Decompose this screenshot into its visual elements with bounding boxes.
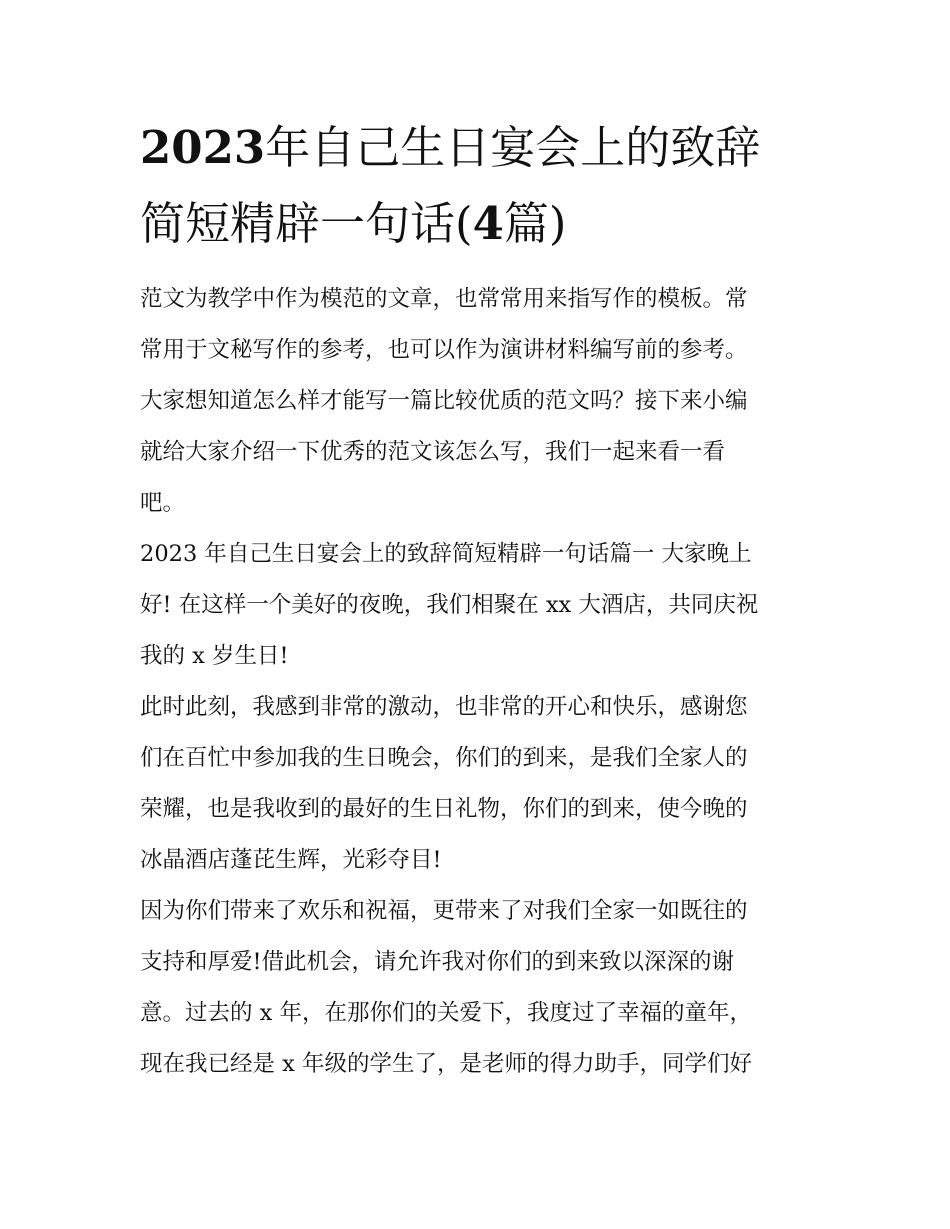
body-line: 支持和厚爱!借此机会，请允许我对你们的到来致以深深的谢	[140, 949, 735, 975]
body-line: 们在百忙中参加我的生日晚会，你们的到来，是我们全家人的	[140, 745, 748, 771]
body-line: 我的 x 岁生日!	[140, 643, 289, 669]
document-title	[140, 110, 815, 262]
body-line: 荣耀，也是我收到的最好的生日礼物，你们的到来，使今晚的	[140, 796, 748, 822]
body-line: 就给大家介绍一下优秀的范文该怎么写，我们一起来看一看	[140, 439, 726, 465]
body-line: 冰晶酒店蓬芘生辉，光彩夺目!	[140, 847, 442, 873]
body-line: 好! 在这样一个美好的夜晚，我们相聚在 xx 大酒店，共同庆祝	[140, 592, 759, 618]
body-line: 2023 年自己生日宴会上的致辞简短精辟一句话篇一 大家晚上	[140, 541, 752, 567]
title-year: 2023	[140, 121, 266, 174]
body-line: 常用于文秘写作的参考，也可以作为演讲材料编写前的参考。	[140, 337, 748, 363]
body-line: 大家想知道怎么样才能写一篇比较优质的范文吗？接下来小编	[140, 388, 748, 414]
body-line: 现在我已经是 x 年级的学生了，是老师的得力助手，同学们好	[140, 1051, 752, 1077]
body-line: 此时此刻，我感到非常的激动，也非常的开心和快乐，感谢您	[140, 694, 748, 720]
body-line: 吧。	[140, 490, 186, 516]
title-line-1-text: 年自己生日宴会上的致辞	[265, 121, 761, 174]
body-line: 因为你们带来了欢乐和祝福，更带来了对我们全家一如既往的	[140, 898, 748, 924]
body-line: 意。过去的 x 年，在那你们的关爱下，我度过了幸福的童年，	[140, 1000, 752, 1026]
title-line-2-pre: 简短精辟一句话(	[140, 197, 473, 250]
document-content	[140, 110, 815, 1090]
title-count: 4	[472, 197, 504, 250]
title-line-2	[140, 186, 815, 262]
document-body	[140, 274, 815, 1090]
body-line: 范文为教学中作为模范的文章，也常常用来指写作的模板。常	[140, 286, 748, 312]
title-line-2-post: 篇)	[503, 197, 567, 250]
title-line-1	[140, 110, 815, 186]
